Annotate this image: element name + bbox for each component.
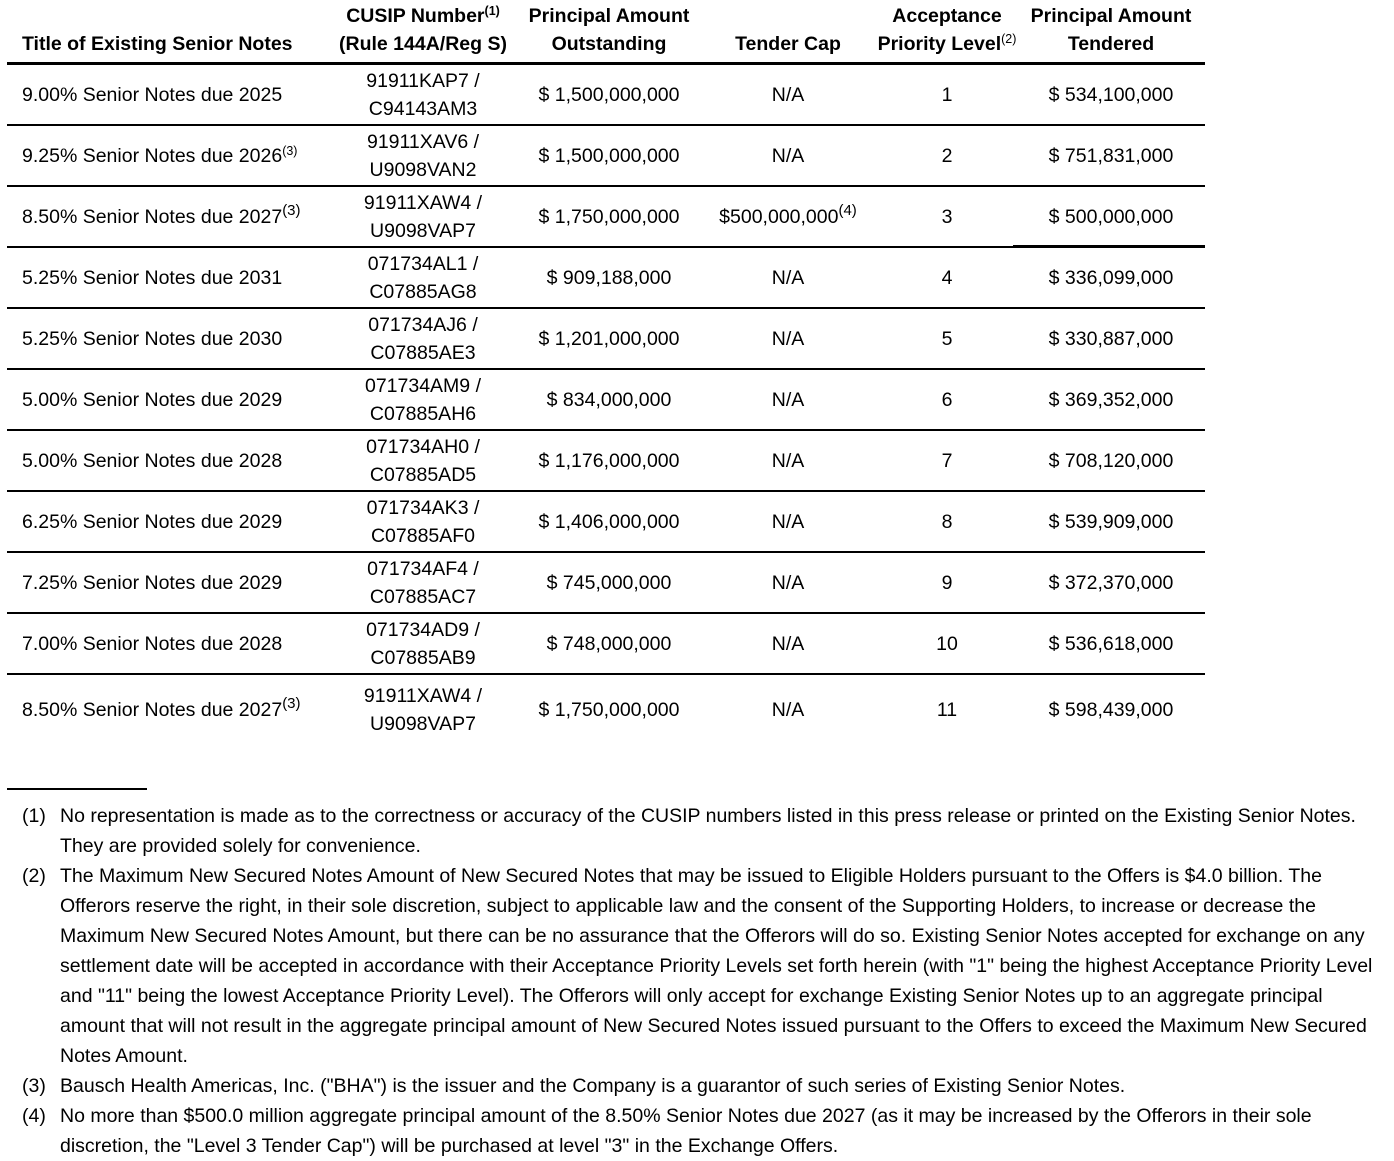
cell-principal-outstanding: $ 1,750,000,000 — [519, 186, 699, 247]
cusip-line: C07885AE3 — [370, 341, 476, 364]
cell-principal-tendered: $ 330,887,000 — [1017, 308, 1205, 369]
table-row — [7, 491, 1205, 552]
superscript-marker: (3) — [282, 143, 298, 158]
cell-note-title: 5.00% Senior Notes due 2029 — [7, 369, 327, 430]
cusip-line: 071734AJ6 / — [368, 313, 478, 336]
cusip-line: 071734AL1 / — [367, 252, 479, 275]
cell-tender-cap: N/A — [699, 552, 877, 613]
cell-note-title: 8.50% Senior Notes due 2027$^{(3)}$ — [7, 186, 327, 247]
cell-tender-cap: N/A — [699, 491, 877, 552]
column-header-line: Acceptance — [892, 5, 1002, 27]
cell-note-title: 8.50% Senior Notes due 2027$^{(3)}$ — [22, 695, 301, 721]
cell-acceptance-priority-level: 5 — [877, 308, 1017, 369]
footnote-text: Bausch Health Americas, Inc. ("BHA") is the issuer and the Company is a guarantor of such series of Existing Senior Notes. — [60, 1075, 1126, 1097]
table-row — [7, 369, 1205, 430]
cell-tender-cap: N/A — [699, 247, 877, 308]
table-header — [7, 2, 1205, 64]
cell-note-title: 5.00% Senior Notes due 2028 — [7, 430, 327, 491]
cell-cusip — [327, 491, 519, 552]
footnote-text: No more than $500.0 million aggregate principal amount of the 8.50% Senior Notes due 2027 (as it may be increased by the Offerors in their sole discretion, the "Level 3 Tender Cap") will be purchased at level "3" in the Exchange Offers. — [60, 1105, 1312, 1157]
cusip-line: C07885AC7 — [369, 585, 477, 608]
column-header-line: CUSIP Number$^{(1)}$ — [346, 4, 500, 27]
cell-cusip — [327, 430, 519, 491]
footnote — [22, 861, 1380, 1071]
table-row — [7, 186, 1205, 247]
cell-principal-tendered: $ 336,099,000 — [1017, 247, 1205, 308]
column-header-priority — [877, 2, 1017, 64]
cusip-line: 071734AH0 / — [366, 435, 480, 458]
cusip-line: C07885AH6 — [369, 402, 477, 425]
table-row — [7, 247, 1205, 308]
footnote-marker: (2) — [22, 865, 46, 887]
cell-note-title: 6.25% Senior Notes due 2029 — [7, 491, 327, 552]
cell-acceptance-priority-level: 9 — [877, 552, 1017, 613]
superscript-marker: (3) — [282, 695, 301, 712]
cusip-line: 071734AD9 / — [366, 618, 480, 641]
cell-acceptance-priority-level: 6 — [877, 369, 1017, 430]
cell-tender-cap: N/A — [771, 699, 805, 721]
footnote-marker: (1) — [22, 805, 46, 827]
cusip-line: U9098VAP7 — [370, 713, 476, 735]
footnote — [22, 1101, 1380, 1161]
table-body — [7, 64, 1205, 767]
senior-notes-table — [7, 2, 1205, 766]
cell-note-title: 9.00% Senior Notes due 2025 — [7, 64, 327, 126]
cell-principal-outstanding: $ 834,000,000 — [519, 369, 699, 430]
cell-principal-tendered: $ 536,618,000 — [1017, 613, 1205, 674]
cell-acceptance-priority-level: 2 — [877, 125, 1017, 186]
cusip-line: 91911XAW4 / — [363, 191, 483, 214]
cell-principal-outstanding: $ 1,406,000,000 — [519, 491, 699, 552]
footnote-text: The Maximum New Secured Notes Amount of New Secured Notes that may be issued to Eligible Holders pursuant to the Offers is $4.0 billion. The Offerors reserve the right, in their sole discretion, subject to applicable law and the consent of the Supporting Holders, to increase or decrease the Maximum New Secured Notes Amount, but there can be no assurance that the Offerors will do so. Existing Senior Notes accepted for exchange on any settlement date will be accepted in accordance with their Acceptance Priority Levels set forth herein (with "1" being the highest Acceptance Priority Level and "11" being the lowest Acceptance Priority Level). The Offerors will only accept for exchange Existing Senior Notes up to an aggregate principal amount that will not result in the aggregate principal amount of New Secured Notes issued pursuant to the Offers to exceed the Maximum New Secured Notes Amount. — [60, 865, 1373, 1067]
cell-principal-tendered: $ 751,831,000 — [1017, 125, 1205, 186]
column-header-outstanding — [519, 2, 699, 64]
cell-cusip — [327, 125, 519, 186]
column-header-tender-cap — [699, 2, 877, 64]
column-header-title — [7, 2, 327, 64]
cell-note-title: 9.25% Senior Notes due 2026$^{(3)}$ — [7, 125, 327, 186]
cell-acceptance-priority-level: 1 — [877, 64, 1017, 126]
column-header-cusip — [327, 2, 519, 64]
cell-tender-cap: N/A — [699, 308, 877, 369]
cell-cusip — [327, 308, 519, 369]
column-header-line: Title of Existing Senior Notes — [22, 33, 293, 55]
cell-principal-tendered: $ 598,439,000 — [1048, 699, 1174, 721]
cell-principal-tendered: $ 372,370,000 — [1017, 552, 1205, 613]
superscript-marker: (4) — [838, 201, 857, 219]
cusip-line: C07885AB9 — [370, 646, 476, 669]
footnote-text: No representation is made as to the correctness or accuracy of the CUSIP numbers listed in this press release or printed on the Existing Senior Notes. They are provided solely for convenience. — [60, 805, 1356, 857]
cell-principal-outstanding: $ 1,201,000,000 — [519, 308, 699, 369]
footnote — [22, 1071, 1380, 1101]
cusip-line: C07885AG8 — [369, 280, 477, 303]
cusip-line: 91911XAV6 / — [366, 130, 480, 153]
cell-note-title: 5.25% Senior Notes due 2030 — [7, 308, 327, 369]
footnote-separator-rule — [7, 788, 147, 790]
column-header-line: Principal Amount — [528, 5, 690, 27]
cell-cusip — [327, 613, 519, 674]
table-header-row — [7, 2, 1205, 64]
cell-tender-cap: N/A — [699, 369, 877, 430]
cusip-line: C07885AD5 — [369, 463, 477, 486]
column-header-line: Tender Cap — [735, 33, 841, 55]
cell-tender-cap: N/A — [699, 430, 877, 491]
column-header-tendered — [1017, 2, 1205, 64]
footnotes-section — [0, 801, 1394, 1161]
cusip-line: 071734AF4 / — [367, 557, 479, 580]
column-header-line: Principal Amount — [1030, 5, 1192, 27]
cell-acceptance-priority-level: 4 — [877, 247, 1017, 308]
cell-acceptance-priority-level: 11 — [936, 699, 958, 721]
cell-tender-cap: N/A — [699, 613, 877, 674]
cell-principal-tendered: $ 708,120,000 — [1017, 430, 1205, 491]
cell-cusip — [327, 247, 519, 308]
column-header-line: Tendered — [1067, 33, 1155, 55]
column-header-line: Outstanding — [551, 33, 667, 55]
cell-principal-tendered: $ 369,352,000 — [1017, 369, 1205, 430]
table-row — [7, 613, 1205, 674]
cell-principal-outstanding: $ 1,750,000,000 — [538, 699, 680, 721]
table-row — [7, 308, 1205, 369]
cell-principal-outstanding: $ 748,000,000 — [519, 613, 699, 674]
cusip-line: 91911KAP7 / — [366, 69, 480, 92]
cell-note-title: 5.25% Senior Notes due 2031 — [7, 247, 327, 308]
cusip-line: U9098VAP7 — [370, 219, 476, 242]
cell-cusip — [327, 64, 519, 126]
column-header-line: (Rule 144A/Reg S) — [339, 33, 507, 55]
cell-tender-cap: $500,000,000$^{(4)}$ — [699, 186, 877, 247]
table-row — [7, 64, 1205, 126]
cusip-line: C94143AM3 — [368, 97, 478, 120]
cell-principal-outstanding: $ 1,500,000,000 — [519, 125, 699, 186]
cell-principal-tendered: $ 500,000,000 — [1017, 186, 1205, 247]
cell-cusip — [327, 674, 519, 766]
column-header-line: Priority Level$^{(2)}$ — [877, 32, 1017, 55]
table-row — [7, 552, 1205, 613]
cell-acceptance-priority-level: 7 — [877, 430, 1017, 491]
superscript-marker: (1) — [484, 4, 500, 18]
table-row — [7, 674, 1205, 766]
footnote — [22, 801, 1380, 861]
cell-note-title: 7.00% Senior Notes due 2028 — [7, 613, 327, 674]
cell-cusip — [327, 369, 519, 430]
cell-cusip — [327, 552, 519, 613]
superscript-marker: (3) — [282, 201, 301, 219]
table-row — [7, 125, 1205, 186]
cusip-line: 91911XAW4 / — [363, 685, 483, 707]
cusip-line: C07885AF0 — [370, 524, 476, 547]
cell-principal-outstanding: $ 909,188,000 — [519, 247, 699, 308]
footnote-marker: (3) — [22, 1075, 46, 1097]
cell-principal-outstanding: $ 745,000,000 — [519, 552, 699, 613]
cell-acceptance-priority-level: 8 — [877, 491, 1017, 552]
cusip-line: U9098VAN2 — [369, 158, 477, 181]
cell-principal-outstanding: $ 1,500,000,000 — [519, 64, 699, 126]
table-row — [7, 430, 1205, 491]
cusip-line: 071734AK3 / — [366, 496, 480, 519]
cell-acceptance-priority-level: 3 — [877, 186, 1017, 247]
cell-tender-cap: N/A — [699, 125, 877, 186]
cell-principal-tendered: $ 539,909,000 — [1017, 491, 1205, 552]
superscript-marker: (2) — [1001, 32, 1017, 46]
cell-principal-tendered: $ 534,100,000 — [1017, 64, 1205, 126]
cell-principal-outstanding: $ 1,176,000,000 — [519, 430, 699, 491]
cell-cusip — [327, 186, 519, 247]
cell-note-title: 7.25% Senior Notes due 2029 — [7, 552, 327, 613]
cusip-line: 071734AM9 / — [364, 374, 481, 397]
footnote-marker: (4) — [22, 1105, 46, 1127]
cell-acceptance-priority-level: 10 — [877, 613, 1017, 674]
cell-tender-cap: N/A — [699, 64, 877, 126]
